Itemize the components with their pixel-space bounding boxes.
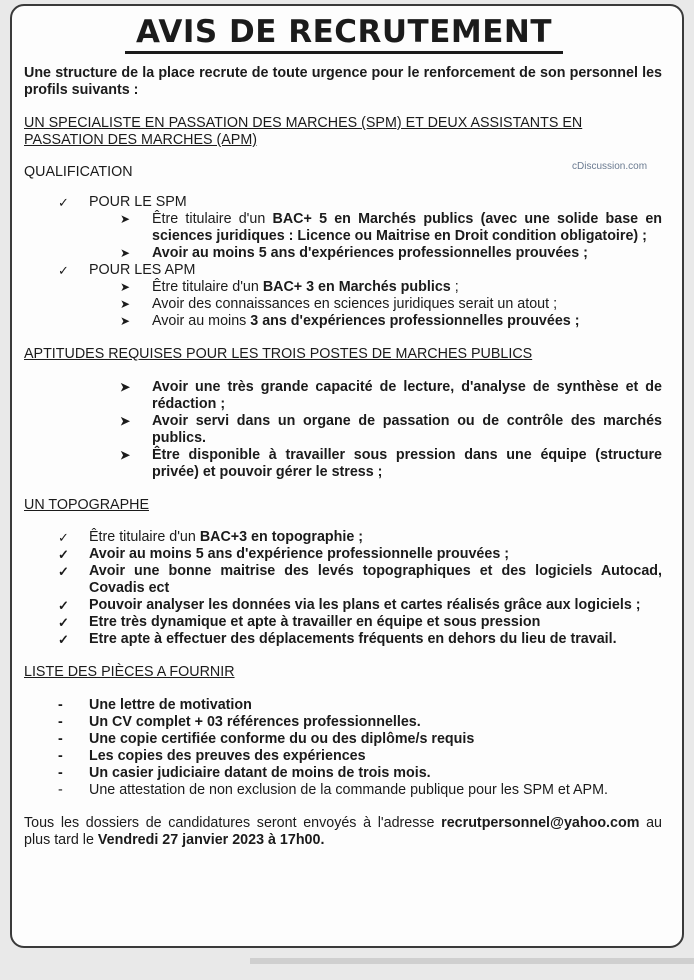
qualification-heading: QUALIFICATION bbox=[24, 164, 133, 180]
page-title: AVIS DE RECRUTEMENT bbox=[135, 14, 552, 50]
apm-req-1: ➤ Être titulaire d'un BAC+ 3 en Marchés publics ; bbox=[120, 279, 459, 295]
for-apm-item bbox=[24, 262, 662, 279]
spm-heading: UN SPECIALISTE EN PASSATION DES MARCHES (SPM) ET DEUX ASSISTANTS EN PASSATION DES MARCHES (APM) bbox=[24, 115, 583, 148]
dash-icon: - bbox=[58, 782, 63, 798]
arrow-right-icon: ➤ bbox=[120, 314, 131, 328]
title-underline bbox=[125, 51, 563, 54]
arrow-right-icon: ➤ bbox=[120, 380, 131, 394]
topo-item: ✓ Être titulaire d'un BAC+3 en topographie ; bbox=[58, 529, 364, 545]
topo-heading: UN TOPOGRAPHE bbox=[24, 497, 149, 513]
footer-text: Tous les dossiers de candidatures seront envoyés à l'adresse recrutpersonnel@yahoo.com au plus tard le Vendredi 27 janvier 2023 à 17h00. bbox=[24, 815, 663, 848]
check-icon: ✓ bbox=[58, 547, 69, 562]
piece-item: - Une copie certifiée conforme du ou des diplôme/s requis bbox=[58, 731, 475, 747]
topo-item: ✓ Etre apte à effectuer des déplacements fréquents en dehors du lieu de travail. bbox=[58, 631, 617, 647]
pieces-heading: LISTE DES PIÈCES A FOURNIR bbox=[24, 664, 235, 680]
check-icon: ✓ bbox=[58, 598, 69, 613]
check-icon: ✓ bbox=[58, 195, 69, 210]
spm-req-2: ➤ Avoir au moins 5 ans d'expériences professionnelles prouvées ; bbox=[120, 245, 588, 261]
arrow-right-icon: ➤ bbox=[120, 414, 131, 428]
for-spm-item bbox=[24, 194, 662, 211]
dash-icon: - bbox=[58, 714, 63, 730]
piece-item: - Un casier judiciaire datant de moins de trois mois. bbox=[58, 765, 431, 781]
check-icon: ✓ bbox=[58, 564, 69, 579]
dash-icon: - bbox=[58, 765, 63, 781]
check-icon: ✓ bbox=[58, 632, 69, 647]
contact-email: recrutpersonnel@yahoo.com bbox=[441, 815, 640, 831]
check-icon: ✓ bbox=[58, 530, 69, 545]
aptitudes-heading: APTITUDES REQUISES POUR LES TROIS POSTES DE MARCHES PUBLICS bbox=[24, 346, 533, 362]
apm-req-2: ➤ Avoir des connaissances en sciences juridiques serait un atout ; bbox=[120, 296, 558, 312]
arrow-right-icon: ➤ bbox=[120, 297, 131, 311]
notice-body bbox=[24, 60, 662, 849]
arrow-right-icon: ➤ bbox=[120, 280, 131, 294]
deadline: Vendredi 27 janvier 2023 à 17h00. bbox=[97, 832, 325, 848]
page-edge bbox=[250, 958, 694, 964]
arrow-right-icon: ➤ bbox=[120, 246, 131, 260]
piece-item: - Une attestation de non exclusion de la commande publique pour les SPM et APM. bbox=[58, 782, 608, 798]
topo-item: ✓ Avoir une bonne maitrise des levés topographiques et des logiciels Autocad, Covadis ect bbox=[58, 563, 662, 596]
spm-req-1: ➤ Être titulaire d'un BAC+ 5 en Marchés publics (avec une solide base en sciences juridiques : Licence ou Maitrise en Droit condition obligatoire) ; bbox=[120, 211, 662, 244]
for-apm-label: POUR LES APM bbox=[89, 262, 196, 278]
aptitude-item: ➤ Avoir servi dans un organe de passation ou de contrôle des marchés publics. bbox=[120, 413, 662, 446]
dash-icon: - bbox=[58, 748, 63, 764]
arrow-right-icon: ➤ bbox=[120, 448, 131, 462]
apm-req-3: ➤ Avoir au moins 3 ans d'expériences professionnelles prouvées ; bbox=[120, 313, 580, 329]
piece-item: - Les copies des preuves des expériences bbox=[58, 748, 366, 764]
watermark: cDiscussion.com bbox=[572, 161, 648, 172]
intro-text: Une structure de la place recrute de toute urgence pour le renforcement de son personnel les profils suivants : bbox=[24, 65, 662, 98]
aptitude-item: ➤ Être disponible à travailler sous pression dans une équipe (structure privée) et pouvoir gérer le stress ; bbox=[120, 447, 662, 480]
piece-item: - Une lettre de motivation bbox=[58, 697, 252, 713]
check-icon: ✓ bbox=[58, 615, 69, 630]
check-icon: ✓ bbox=[58, 263, 69, 278]
for-spm-label: POUR LE SPM bbox=[89, 194, 187, 210]
dash-icon: - bbox=[58, 731, 63, 747]
topo-item: ✓ Etre très dynamique et apte à travailler en équipe et sous pression bbox=[58, 614, 541, 630]
topo-item: ✓ Pouvoir analyser les données via les plans et cartes réalisés grâce aux logiciels ; bbox=[58, 597, 641, 613]
arrow-right-icon: ➤ bbox=[120, 212, 131, 226]
aptitude-item: ➤ Avoir une très grande capacité de lecture, d'analyse de synthèse et de rédaction ; bbox=[120, 379, 662, 412]
piece-item: - Un CV complet + 03 références professionnelles. bbox=[58, 714, 421, 730]
topo-item: ✓ Avoir au moins 5 ans d'expérience professionnelle prouvées ; bbox=[58, 546, 509, 562]
dash-icon: - bbox=[58, 697, 63, 713]
